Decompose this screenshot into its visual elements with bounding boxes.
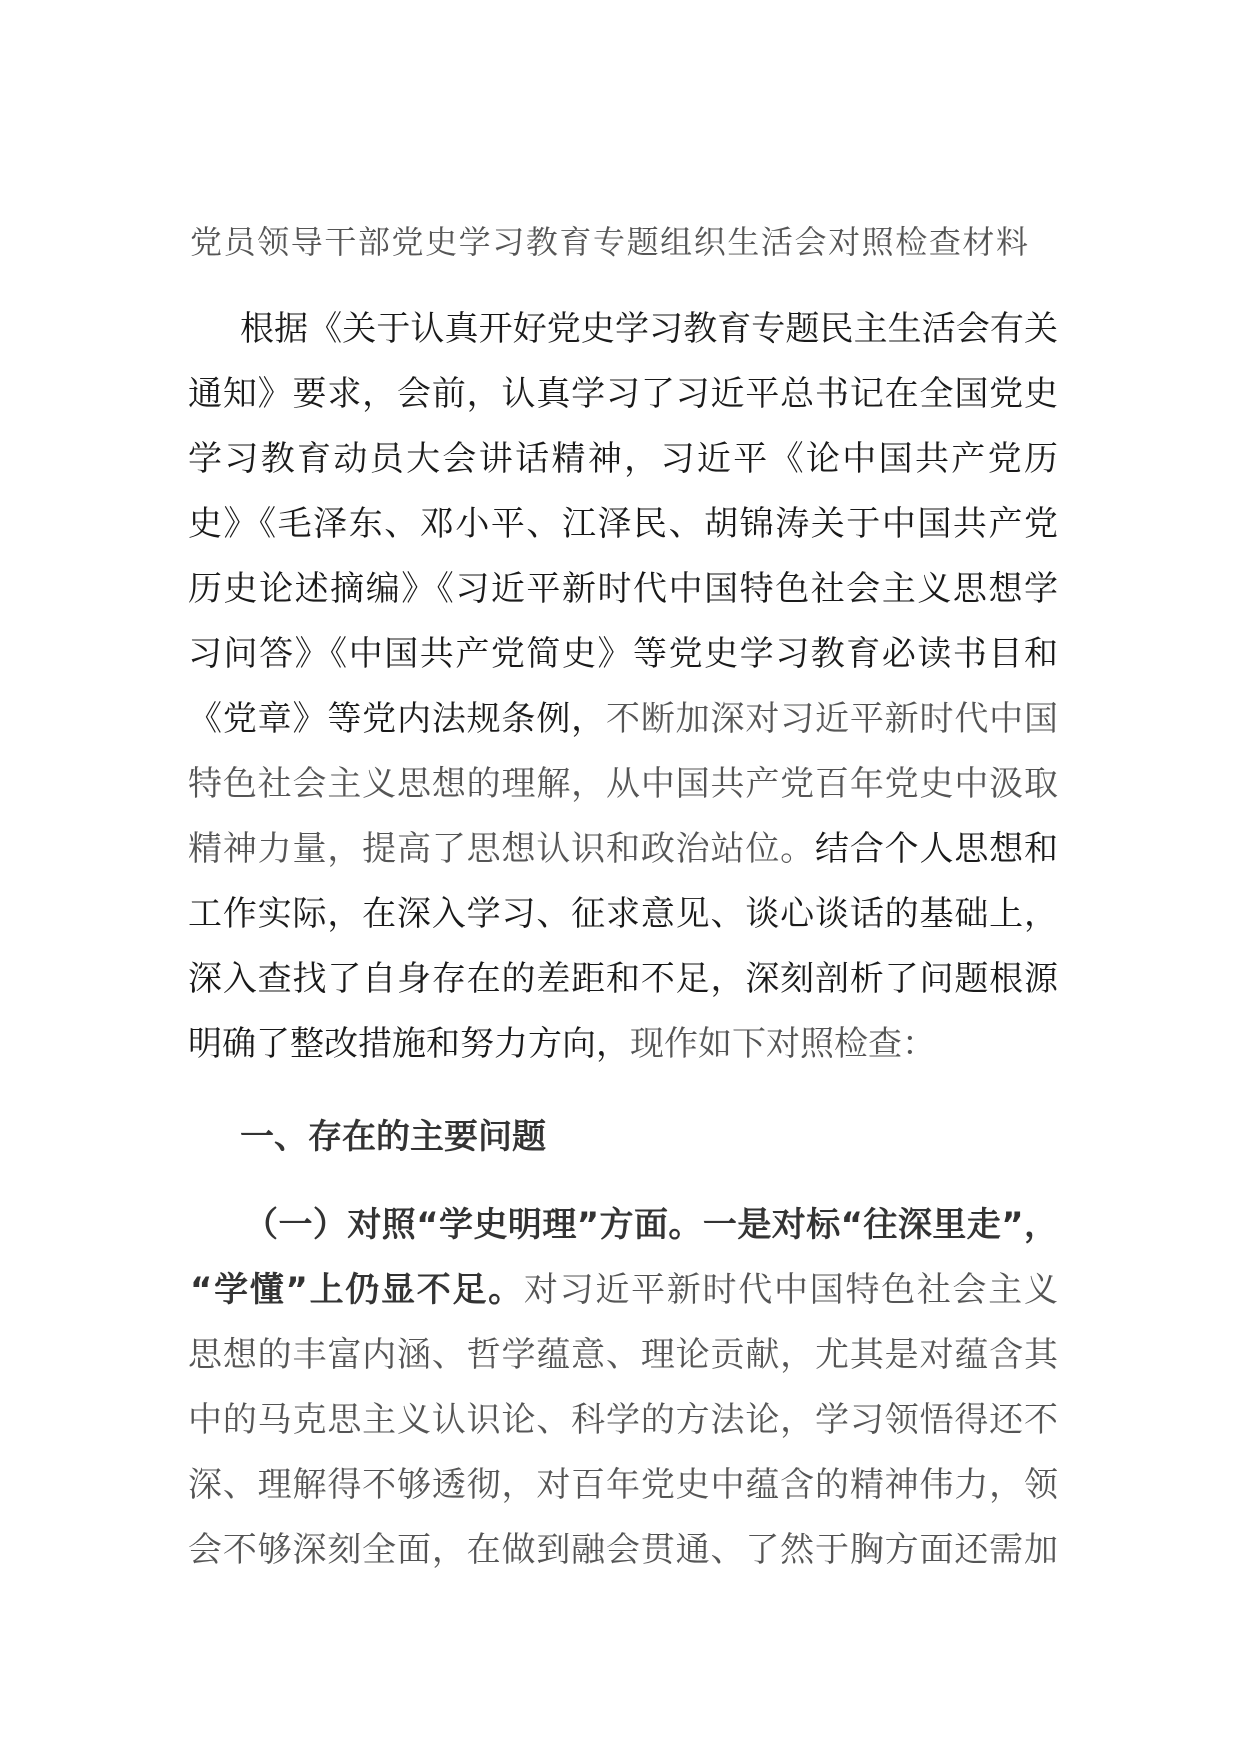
text-line (188, 439, 1058, 479)
text-segment: 历史论述摘编》《习近平新时代中国特色社会主义思想学 (188, 569, 1058, 609)
text-segment: 中的马克思主义认识论、科学的方法论，学习领悟得还不 (188, 1400, 1058, 1440)
bold-text-segment: 一、存在的主要问题 (240, 1117, 546, 1157)
text-segment: 《党章》等党内法规条例， (188, 699, 606, 739)
text-segment: 思想的丰富内涵、哲学蕴意、理论贡献，尤其是对蕴含其 (188, 1335, 1058, 1375)
text-line (188, 1465, 1058, 1505)
text-line (188, 374, 1058, 414)
bold-text-segment: “学懂”上仍显不足。 (190, 1270, 524, 1310)
text-line (190, 1270, 1058, 1310)
text-segment: 精神力量，提高了思想认识和政治站位。 (188, 829, 815, 869)
text-line (188, 894, 1058, 934)
text-segment: 史》《毛泽东、邓小平、江泽民、胡锦涛关于中国共产党 (188, 504, 1058, 544)
text-segment: 学习教育动员大会讲话精神，习近平《论中国共产党历 (188, 439, 1058, 479)
text-segment: 深入查找了自身存在的差距和不足，深刻剖析了问题根源 (188, 959, 1058, 999)
text-line (188, 1530, 1058, 1570)
text-line (188, 959, 1058, 999)
text-segment: 深、理解得不够透彻，对百年党史中蕴含的精神伟力，领 (188, 1465, 1058, 1505)
document-title: 党员领导干部党史学习教育专题组织生活会对照检查材料 (190, 223, 1028, 261)
text-line (188, 634, 1058, 674)
text-segment: 根据《关于认真开好党史学习教育专题民主生活会有关 (240, 309, 1058, 349)
text-line (188, 1024, 936, 1064)
text-line (188, 829, 1058, 869)
text-segment: 明确了整改措施和努力方向， (188, 1024, 630, 1064)
text-segment: 不断加深对习近平新时代中国 (606, 699, 1058, 739)
bold-text-segment: （一）对照“学史明理”方面。一是对标“往深里走”， (244, 1205, 1058, 1245)
text-segment: 现作如下对照检查： (630, 1024, 936, 1064)
text-segment: 习问答》《中国共产党简史》等党史学习教育必读书目和 (188, 634, 1058, 674)
text-line (240, 309, 1058, 349)
text-line (240, 1117, 546, 1157)
text-line (244, 1205, 1058, 1245)
text-line (188, 1400, 1058, 1440)
text-segment: 会不够深刻全面，在做到融会贯通、了然于胸方面还需加 (188, 1530, 1058, 1570)
text-line (188, 699, 1058, 739)
text-line (188, 764, 1058, 804)
text-line (188, 1335, 1058, 1375)
text-segment: 结合个人思想和 (815, 829, 1058, 869)
text-segment: 特色社会主义思想的理解，从中国共产党百年党史中汲取 (188, 764, 1058, 804)
text-line (188, 569, 1058, 609)
text-segment: 工作实际，在深入学习、征求意见、谈心谈话的基础上， (188, 894, 1058, 934)
text-segment: 通知》要求，会前，认真学习了习近平总书记在全国党史 (188, 374, 1058, 414)
text-line (188, 504, 1058, 544)
text-segment: 对习近平新时代中国特色社会主义 (523, 1270, 1058, 1310)
